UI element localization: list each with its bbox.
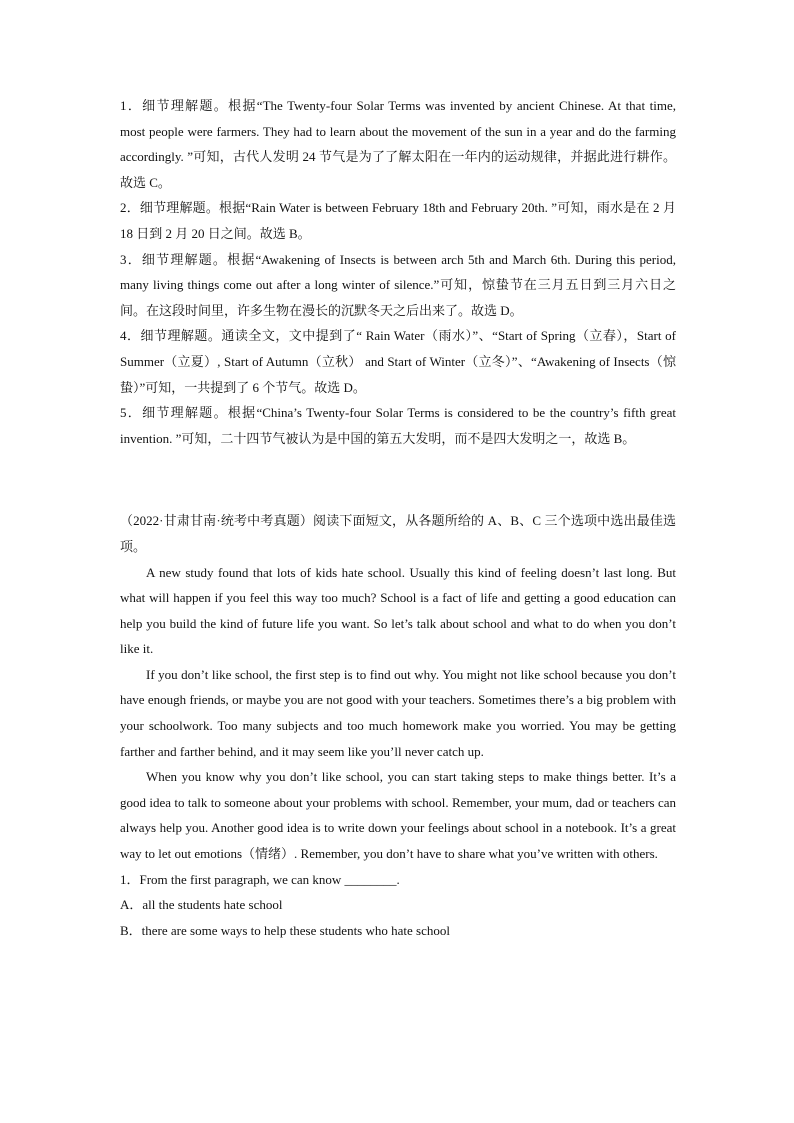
answer-explanation-1: 1．细节理解题。根据“The Twenty-four Solar Terms was invented by ancient Chinese. At that time, most people were farmers. They had to learn about the movement of the sun in a year and do the farming accordingly. ”可知，古代人发明 24 节气是为了了解太阳在一年内的运动规律，并据此进行耕作。故选 C。 <box>120 98 676 190</box>
passage-paragraph-3: When you know why you don’t like school, you can start taking steps to make things better. It’s a good idea to talk to someone about your problems with school. Remember, your mum, dad or teachers can always help you. Another good idea is to write down your feelings about school in a notebook. It’s a great way to let out emotions（情绪）. Remember, you don’t have to share what you’ve written with others. <box>120 769 676 862</box>
passage-paragraph-1: A new study found that lots of kids hate school. Usually this kind of feeling doesn’t last long. But what will happen if you feel this way too much? School is a fact of life and getting a good education can help you build the kind of future life you want. So let’s talk about school and what to do when you don’t like it. <box>120 564 676 657</box>
passage-paragraph-2: If you don’t like school, the first step is to find out why. You might not like school because you don’t have enough friends, or maybe you are not good with your teachers. Sometimes there’s a big problem with your schoolwork. Too many subjects and too much homework make you worried. You may be getting farther and farther behind, and it may seem like you’ll never catch up. <box>120 666 676 759</box>
section-gap <box>120 451 676 508</box>
answer-explanation-2: 2．细节理解题。根据“Rain Water is between February 18th and February 20th. ”可知，雨水是在 2 月 18 日到 2 月 20 日之间。故选 B。 <box>120 200 676 241</box>
answer-explanation-3: 3．细节理解题。根据“Awakening of Insects is between arch 5th and March 6th. During this period, many living things come out after a long winter of silence.”可知，惊蛰节在三月五日到三月六日之间。在这段时间里，许多生物在漫长的沉默冬天之后出来了。故选 D。 <box>120 251 676 318</box>
document-page <box>120 93 676 943</box>
passage-source: （2022·甘肃甘南·统考中考真题）阅读下面短文，从各题所给的 A、B、C 三个选项中选出最佳选项。 <box>120 513 676 554</box>
question-option-a: A．all the students hate school <box>120 897 283 913</box>
question-stem: 1．From the first paragraph, we can know ________. <box>120 871 400 887</box>
answer-explanation-5: 5．细节理解题。根据“China’s Twenty-four Solar Terms is considered to be the country’s fifth great invention. ”可知，二十四节气被认为是中国的第五大发明，而不是四大发明之一，故选 B。 <box>120 405 676 446</box>
question-option-b: B．there are some ways to help these students who hate school <box>120 922 450 938</box>
answer-explanation-4: 4．细节理解题。通读全文，文中提到了“ Rain Water（雨水）”、“Start of Spring（立春），Start of Summer（立夏）, Start of Autumn（立秋） and Start of Winter（立冬）”、“Awakening of Insects（惊蛰）”可知，一共提到了 6 个节气。故选 D。 <box>120 328 676 395</box>
